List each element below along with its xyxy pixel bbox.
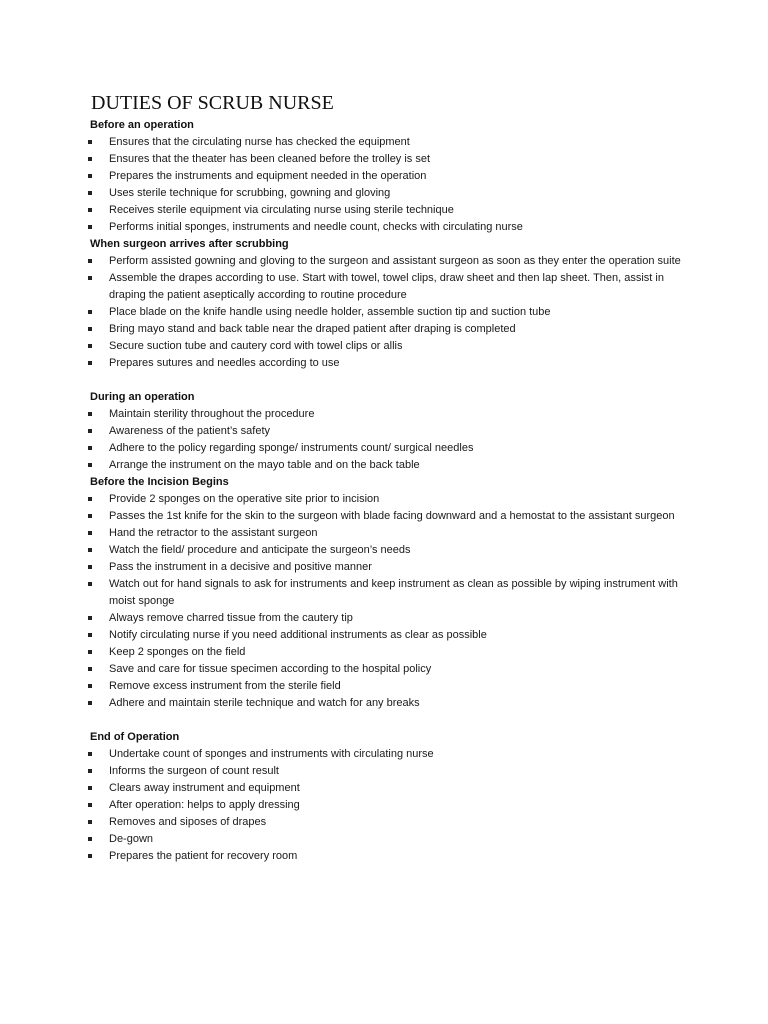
list-item	[88, 440, 688, 457]
list-item	[88, 576, 688, 610]
bullet-list	[88, 746, 688, 865]
square-bullet-icon	[88, 514, 92, 518]
square-bullet-icon	[88, 531, 92, 535]
list-item-text: Provide 2 sponges on the operative site prior to incision	[109, 493, 380, 505]
square-bullet-icon	[88, 412, 92, 416]
list-item	[88, 219, 688, 236]
square-bullet-icon	[88, 497, 92, 501]
list-item	[88, 746, 688, 763]
bullet-list	[88, 134, 688, 236]
list-item-text: Ensures that the circulating nurse has checked the equipment	[109, 136, 410, 148]
square-bullet-icon	[88, 208, 92, 212]
section-heading: Before the Incision Begins	[90, 476, 229, 488]
document-body	[88, 90, 688, 865]
list-item-text: Remove excess instrument from the sterile field	[109, 680, 341, 692]
section-heading: Before an operation	[90, 119, 194, 131]
list-item	[88, 168, 688, 185]
square-bullet-icon	[88, 616, 92, 620]
list-item	[88, 491, 688, 508]
list-item-text: Place blade on the knife handle using needle holder, assemble suction tip and suction tube	[109, 306, 551, 318]
list-item	[88, 304, 688, 321]
list-item-text: Bring mayo stand and back table near the draped patient after draping is completed	[109, 323, 516, 335]
square-bullet-icon	[88, 259, 92, 263]
list-item-text: De-gown	[109, 833, 154, 845]
square-bullet-icon	[88, 310, 92, 314]
list-item-text: Pass the instrument in a decisive and positive manner	[109, 561, 372, 573]
list-item-text: Keep 2 sponges on the field	[109, 646, 246, 658]
list-item-text: Receives sterile equipment via circulating nurse using sterile technique	[109, 204, 454, 216]
list-item	[88, 678, 688, 695]
list-item-text: Uses sterile technique for scrubbing, gowning and gloving	[109, 187, 391, 199]
list-item-text: Secure suction tube and cautery cord with towel clips or allis	[109, 340, 403, 352]
list-item	[88, 202, 688, 219]
document-title: DUTIES OF SCRUB NURSE	[91, 92, 334, 114]
list-item	[88, 627, 688, 644]
section-during-operation	[88, 389, 688, 474]
list-item	[88, 321, 688, 338]
list-item-text: Notify circulating nurse if you need additional instruments as clear as possible	[109, 629, 487, 641]
list-item-text: Hand the retractor to the assistant surgeon	[109, 527, 318, 539]
list-item-text: Removes and siposes of drapes	[109, 816, 267, 828]
list-item-text: Perform assisted gowning and gloving to the surgeon and assistant surgeon as soon as they enter the operation suite	[109, 255, 681, 267]
list-item	[88, 338, 688, 355]
list-item	[88, 661, 688, 678]
list-item	[88, 848, 688, 865]
list-item	[88, 253, 688, 270]
list-item	[88, 797, 688, 814]
square-bullet-icon	[88, 854, 92, 858]
square-bullet-icon	[88, 752, 92, 756]
list-item	[88, 763, 688, 780]
list-item	[88, 695, 688, 712]
list-item-text: Informs the surgeon of count result	[109, 765, 279, 777]
square-bullet-icon	[88, 191, 92, 195]
square-bullet-icon	[88, 361, 92, 365]
section-heading: End of Operation	[90, 731, 180, 743]
list-item	[88, 423, 688, 440]
list-item	[88, 610, 688, 627]
square-bullet-icon	[88, 276, 92, 280]
section-before-incision	[88, 474, 688, 712]
list-item	[88, 406, 688, 423]
list-item-text: Undertake count of sponges and instruments with circulating nurse	[109, 748, 434, 760]
list-item	[88, 780, 688, 797]
list-item-text: Prepares the instruments and equipment needed in the operation	[109, 170, 427, 182]
square-bullet-icon	[88, 820, 92, 824]
square-bullet-icon	[88, 837, 92, 841]
list-item	[88, 525, 688, 542]
square-bullet-icon	[88, 174, 92, 178]
section-heading: When surgeon arrives after scrubbing	[90, 238, 289, 250]
list-item-text: Adhere and maintain sterile technique and watch for any breaks	[109, 697, 420, 709]
square-bullet-icon	[88, 327, 92, 331]
square-bullet-icon	[88, 429, 92, 433]
square-bullet-icon	[88, 786, 92, 790]
square-bullet-icon	[88, 446, 92, 450]
list-item-text: Ensures that the theater has been cleaned before the trolley is set	[109, 153, 431, 165]
square-bullet-icon	[88, 463, 92, 467]
square-bullet-icon	[88, 650, 92, 654]
section-heading: During an operation	[90, 391, 195, 403]
bullet-list	[88, 406, 688, 474]
list-item	[88, 270, 688, 304]
list-item-text: Adhere to the policy regarding sponge/ instruments count/ surgical needles	[109, 442, 474, 454]
list-item-text: After operation: helps to apply dressing	[109, 799, 300, 811]
bullet-list	[88, 491, 688, 712]
list-item-text: Prepares the patient for recovery room	[109, 850, 298, 862]
square-bullet-icon	[88, 633, 92, 637]
square-bullet-icon	[88, 157, 92, 161]
section-end-of-operation	[88, 729, 688, 865]
list-item	[88, 559, 688, 576]
square-bullet-icon	[88, 701, 92, 705]
list-item	[88, 644, 688, 661]
list-item	[88, 542, 688, 559]
square-bullet-icon	[88, 225, 92, 229]
square-bullet-icon	[88, 548, 92, 552]
list-item	[88, 185, 688, 202]
square-bullet-icon	[88, 684, 92, 688]
list-item-text: Performs initial sponges, instruments and needle count, checks with circulating nurse	[109, 221, 523, 233]
list-item-text: Clears away instrument and equipment	[109, 782, 300, 794]
list-item-text: Passes the 1st knife for the skin to the surgeon with blade facing downward and a hemostat to the assistant surgeon	[109, 510, 675, 522]
list-item	[88, 134, 688, 151]
list-item-text: Awareness of the patient’s safety	[109, 425, 271, 437]
section-before-operation	[88, 117, 688, 236]
list-item-text: Assemble the drapes according to use. Start with towel, towel clips, draw sheet and then lap sheet. Then, assist in draping the patient aseptically according to routine procedure	[109, 272, 664, 301]
square-bullet-icon	[88, 140, 92, 144]
list-item	[88, 457, 688, 474]
square-bullet-icon	[88, 803, 92, 807]
list-item-text: Save and care for tissue specimen according to the hospital policy	[109, 663, 432, 675]
list-item-text: Prepares sutures and needles according to use	[109, 357, 340, 369]
square-bullet-icon	[88, 769, 92, 773]
square-bullet-icon	[88, 582, 92, 586]
list-item-text: Maintain sterility throughout the procedure	[109, 408, 315, 420]
bullet-list	[88, 253, 688, 372]
list-item	[88, 151, 688, 168]
list-item-text: Watch the field/ procedure and anticipate the surgeon’s needs	[109, 544, 411, 556]
section-surgeon-arrives	[88, 236, 688, 372]
list-item-text: Always remove charred tissue from the cautery tip	[109, 612, 353, 624]
list-item	[88, 355, 688, 372]
list-item	[88, 508, 688, 525]
list-item-text: Arrange the instrument on the mayo table and on the back table	[109, 459, 420, 471]
list-item	[88, 814, 688, 831]
square-bullet-icon	[88, 667, 92, 671]
list-item-text: Watch out for hand signals to ask for instruments and keep instrument as clean as possible by wiping instrument with moist sponge	[109, 578, 678, 607]
square-bullet-icon	[88, 565, 92, 569]
square-bullet-icon	[88, 344, 92, 348]
list-item	[88, 831, 688, 848]
